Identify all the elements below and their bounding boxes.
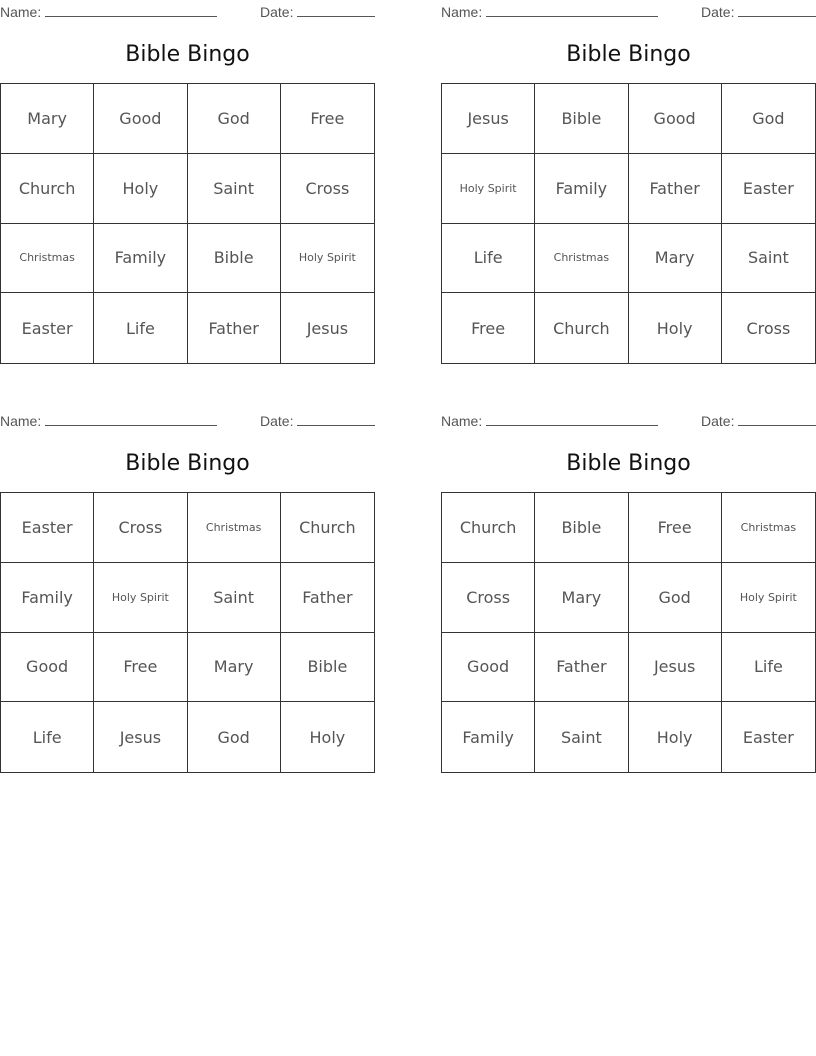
bingo-cell[interactable]: Mary	[188, 633, 281, 703]
bingo-cell[interactable]: Christmas	[722, 493, 815, 563]
name-field[interactable]	[0, 411, 217, 429]
name-line[interactable]	[486, 411, 658, 426]
bingo-cell[interactable]: God	[629, 563, 722, 633]
bingo-cell[interactable]: Father	[629, 154, 722, 224]
bingo-cell[interactable]: Family	[442, 702, 535, 772]
bingo-cell[interactable]: Holy Spirit	[722, 563, 815, 633]
bingo-grid	[441, 492, 816, 773]
bingo-cell[interactable]: Cross	[94, 493, 187, 563]
date-field[interactable]	[260, 2, 375, 20]
bingo-cell[interactable]: Holy Spirit	[94, 563, 187, 633]
date-field[interactable]	[701, 2, 816, 20]
date-label: Date:	[260, 413, 294, 429]
date-line[interactable]	[738, 411, 816, 426]
bingo-cell[interactable]: Free	[442, 293, 535, 363]
card-header	[0, 409, 375, 431]
bingo-cell[interactable]: Mary	[535, 563, 628, 633]
name-line[interactable]	[45, 411, 217, 426]
bingo-cell[interactable]: Easter	[1, 493, 94, 563]
bingo-cell[interactable]: Good	[1, 633, 94, 703]
bingo-cell[interactable]: Cross	[442, 563, 535, 633]
bingo-cell[interactable]: Holy	[94, 154, 187, 224]
bingo-cell[interactable]: Easter	[742, 727, 794, 747]
card-title: Bible Bingo	[566, 42, 691, 67]
bingo-cell[interactable]: Saint	[188, 563, 281, 633]
name-label: Name:	[441, 413, 483, 429]
bingo-cell[interactable]: Family	[1, 563, 94, 633]
card-title: Bible Bingo	[125, 42, 250, 67]
date-line[interactable]	[297, 411, 375, 426]
bingo-cell[interactable]: Life	[94, 293, 187, 363]
bingo-cell[interactable]: God	[188, 84, 281, 154]
bingo-cell[interactable]: Church	[281, 493, 374, 563]
card-header	[441, 0, 816, 22]
bingo-cell[interactable]: Bible	[535, 493, 628, 563]
bingo-cell[interactable]: Easter	[1, 293, 94, 363]
bingo-cell[interactable]: Life	[722, 633, 815, 703]
bingo-cell[interactable]: Family	[94, 224, 187, 294]
bingo-cell[interactable]: Mary	[1, 84, 94, 154]
bingo-grid	[441, 83, 816, 364]
bingo-cell[interactable]: Jesus	[629, 633, 722, 703]
bingo-cell[interactable]: Christmas	[1, 224, 94, 294]
bingo-cell[interactable]: Father	[188, 293, 281, 363]
bingo-cell[interactable]: Life	[1, 702, 94, 772]
date-line[interactable]	[738, 2, 816, 17]
bingo-cell[interactable]: Holy Spirit	[281, 224, 374, 294]
bingo-cell[interactable]: Easter	[722, 154, 815, 224]
bingo-cell[interactable]: Holy	[629, 702, 722, 772]
bingo-cell[interactable]: Free	[94, 633, 187, 703]
bingo-cell[interactable]: Jesus	[94, 702, 187, 772]
bingo-cell[interactable]: Father	[281, 563, 374, 633]
bingo-cell[interactable]: Holy	[629, 293, 722, 363]
bingo-cell[interactable]: Christmas	[188, 493, 281, 563]
bingo-cell[interactable]: Good	[629, 84, 722, 154]
bingo-cell[interactable]: Father	[535, 633, 628, 703]
bingo-cell[interactable]: Holy Spirit	[442, 154, 535, 224]
bingo-cell[interactable]: God	[722, 84, 815, 154]
bingo-cell[interactable]: Good	[94, 84, 187, 154]
date-label: Date:	[701, 4, 735, 20]
bingo-cell[interactable]: Bible	[188, 224, 281, 294]
bingo-cell[interactable]: Saint	[722, 224, 815, 294]
name-label: Name:	[0, 413, 42, 429]
date-label: Date:	[701, 413, 735, 429]
bingo-cell[interactable]: Saint	[535, 702, 628, 772]
bingo-cell[interactable]: God	[188, 702, 281, 772]
card-title: Bible Bingo	[125, 451, 250, 476]
bingo-cell[interactable]: Cross	[281, 154, 374, 224]
bingo-cell[interactable]: Mary	[629, 224, 722, 294]
bingo-cell[interactable]: Good	[442, 633, 535, 703]
card-title: Bible Bingo	[566, 451, 691, 476]
bingo-cell[interactable]: Church	[535, 293, 628, 363]
name-label: Name:	[0, 4, 42, 20]
date-field[interactable]	[260, 411, 375, 429]
bingo-cell[interactable]: Jesus	[442, 84, 535, 154]
bingo-cell[interactable]: Free	[629, 493, 722, 563]
bingo-cell[interactable]: Jesus	[306, 318, 349, 338]
name-field[interactable]	[0, 2, 217, 20]
bingo-cell[interactable]: Church	[442, 493, 535, 563]
name-line[interactable]	[486, 2, 658, 17]
bingo-cell[interactable]: Bible	[535, 84, 628, 154]
bingo-cell[interactable]: Saint	[188, 154, 281, 224]
bingo-cell[interactable]: Cross	[746, 318, 791, 338]
bingo-cell[interactable]: Family	[535, 154, 628, 224]
bingo-cell[interactable]: Church	[1, 154, 94, 224]
bingo-cell[interactable]: Life	[442, 224, 535, 294]
date-field[interactable]	[701, 411, 816, 429]
date-label: Date:	[260, 4, 294, 20]
name-label: Name:	[441, 4, 483, 20]
bingo-cell[interactable]: Bible	[281, 633, 374, 703]
bingo-grid	[0, 83, 375, 364]
card-header	[0, 0, 375, 22]
name-line[interactable]	[45, 2, 217, 17]
bingo-cell[interactable]: Holy	[309, 727, 346, 747]
bingo-cell[interactable]: Christmas	[535, 224, 628, 294]
name-field[interactable]	[441, 2, 658, 20]
card-header	[441, 409, 816, 431]
bingo-cell[interactable]: Free	[281, 84, 374, 154]
bingo-grid	[0, 492, 375, 773]
name-field[interactable]	[441, 411, 658, 429]
date-line[interactable]	[297, 2, 375, 17]
